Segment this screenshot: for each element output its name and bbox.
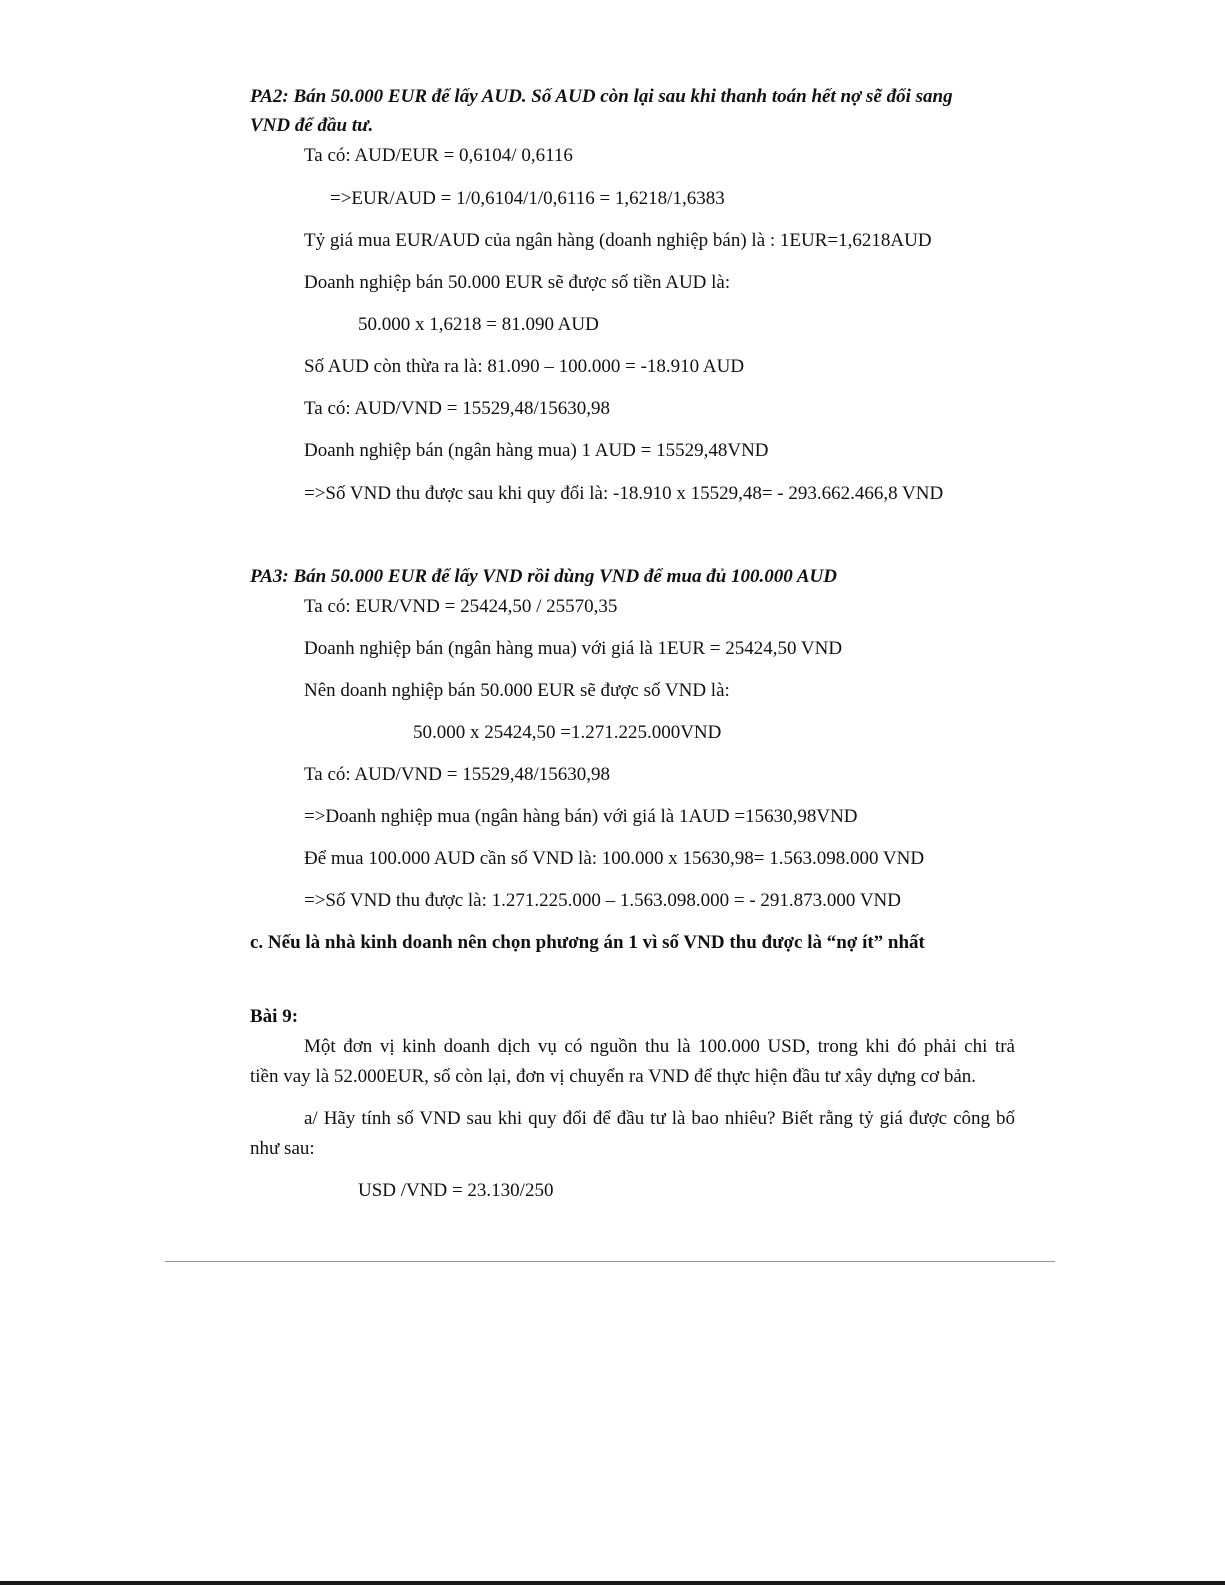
pa3-line: Để mua 100.000 AUD cần số VND là: 100.000 x 15630,98= 1.563.098.000 VND xyxy=(304,848,925,869)
bai9-title: Bài 9: xyxy=(250,1006,299,1027)
pa2-line: Ta có: AUD/EUR = 0,6104/ 0,6116 xyxy=(304,145,573,166)
pa2-line: Số AUD còn thừa ra là: 81.090 – 100.000 = -18.910 AUD xyxy=(304,356,745,377)
pa2-line: Doanh nghiệp bán 50.000 EUR sẽ được số tiền AUD là: xyxy=(304,272,731,293)
pa2-line: Doanh nghiệp bán (ngân hàng mua) 1 AUD = 15529,48VND xyxy=(304,440,769,461)
pa3-line: 50.000 x 25424,50 =1.271.225.000VND xyxy=(413,722,722,743)
pa3-line: Nên doanh nghiệp bán 50.000 EUR sẽ được số VND là: xyxy=(304,680,730,701)
pa2-line: Ta có: AUD/VND = 15529,48/15630,98 xyxy=(304,398,610,419)
pa3-line: =>Doanh nghiệp mua (ngân hàng bán) với giá là 1AUD =15630,98VND xyxy=(304,806,858,827)
pa2-line: =>EUR/AUD = 1/0,6104/1/0,6116 = 1,6218/1,6383 xyxy=(330,188,725,209)
pa2-line: 50.000 x 1,6218 = 81.090 AUD xyxy=(358,314,599,335)
pa3-line: Doanh nghiệp bán (ngân hàng mua) với giá là 1EUR = 25424,50 VND xyxy=(304,638,843,659)
pa3-line: Ta có: EUR/VND = 25424,50 / 25570,35 xyxy=(304,596,618,617)
page-bottom-edge xyxy=(0,1581,1225,1585)
pa2-heading-line1: PA2: Bán 50.000 EUR để lấy AUD. Số AUD còn lại sau khi thanh toán hết nợ sẽ đổi sang xyxy=(250,86,953,107)
page-footer-rule xyxy=(165,1261,1055,1262)
bai9-paragraph2-line2: như sau: xyxy=(250,1138,315,1159)
conclusion: c. Nếu là nhà kinh doanh nên chọn phương án 1 vì số VND thu được là “nợ ít” nhất xyxy=(250,932,925,953)
pa3-heading: PA3: Bán 50.000 EUR để lấy VND rồi dùng VND để mua đủ 100.000 AUD xyxy=(250,566,837,587)
bai9-rate: USD /VND = 23.130/250 xyxy=(358,1180,554,1201)
pa2-line: Tỷ giá mua EUR/AUD của ngân hàng (doanh nghiệp bán) là : 1EUR=1,6218AUD xyxy=(304,230,932,251)
bai9-paragraph1-line2: tiền vay là 52.000EUR, số còn lại, đơn vị chuyển ra VND để thực hiện đầu tư xây dựng cơ bản. xyxy=(250,1066,977,1087)
pa3-line: =>Số VND thu được là: 1.271.225.000 – 1.563.098.000 = - 291.873.000 VND xyxy=(304,890,901,911)
pa2-line: =>Số VND thu được sau khi quy đổi là: -18.910 x 15529,48= - 293.662.466,8 VND xyxy=(304,483,944,504)
bai9-paragraph2-line1: a/ Hãy tính số VND sau khi quy đổi để đầu tư là bao nhiêu? Biết rằng tỷ giá được công bố xyxy=(304,1108,1015,1129)
pa2-heading-line2: VND để đầu tư. xyxy=(250,115,374,136)
bai9-paragraph1-line1: Một đơn vị kinh doanh dịch vụ có nguồn thu là 100.000 USD, trong khi đó phải chi trả xyxy=(304,1036,1015,1057)
pa3-line: Ta có: AUD/VND = 15529,48/15630,98 xyxy=(304,764,610,785)
